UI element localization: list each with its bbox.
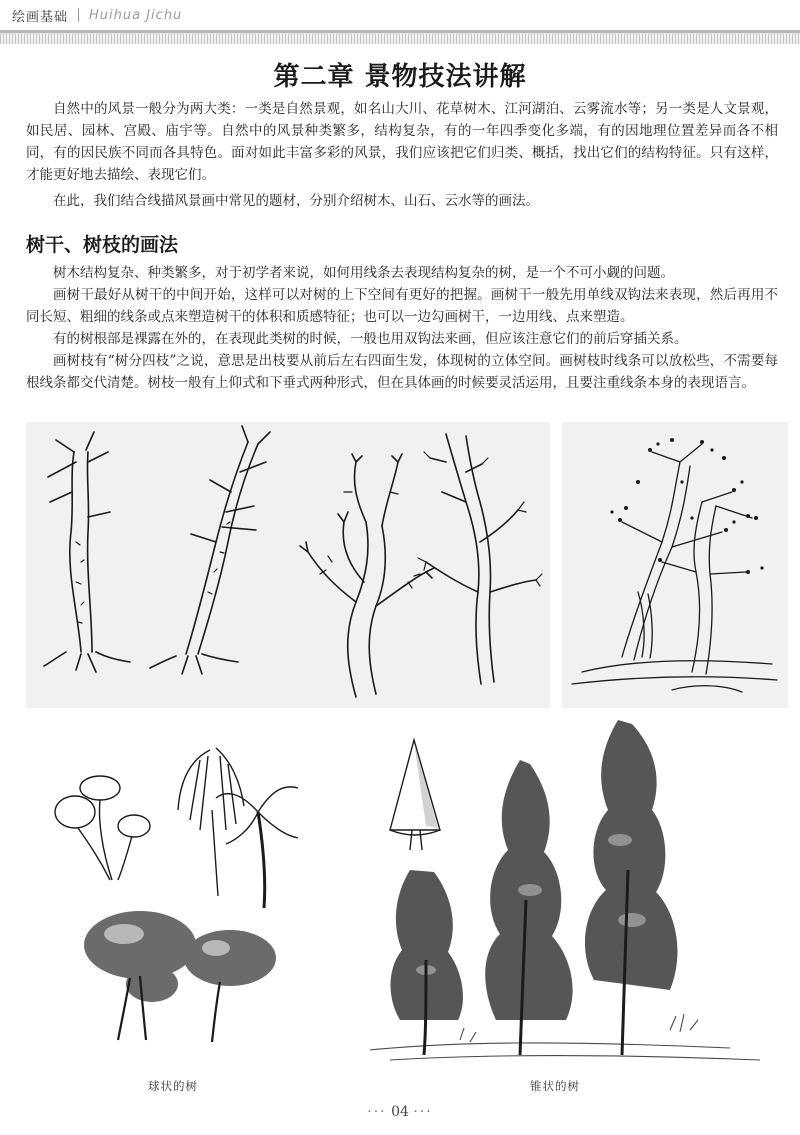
section-paragraph: 画树枝有“树分四枝”之说，意思是出枝要从前后左右四面生发，体现树的立体空间。画树枝时线条可以放松些，不需要每根线条都交代清楚。树枝一般有上仰式和下垂式两种形式，但在具体画的时候要灵活运用，且要注重线条本身的表现语言。 (26, 353, 778, 391)
cone-trees-drawing (370, 720, 770, 1065)
page-number-dots-right: ··· (413, 1104, 433, 1120)
chapter-title: 第二章 景物技法讲解 (273, 62, 527, 92)
section-paragraph: 画树干最好从树干的中间开始，这样可以对树的上下空间有更好的把握。画树干一般先用单线双钩法来表现，然后再用不同长短、粗细的线条或点来塑造树干的体积和质感特征；也可以一边勾画树干，一边用线、点来塑造。 (26, 287, 778, 325)
round-trees-illustration (40, 720, 300, 1060)
trunk-branch-drawing (26, 422, 550, 708)
header-rule (0, 30, 800, 44)
tree-group-illustration (562, 422, 788, 708)
trunk-branch-illustration (26, 422, 550, 708)
book-title: 绘画基础 (12, 9, 69, 25)
header-separator (78, 8, 79, 22)
page-number-dots-left: ··· (367, 1104, 387, 1120)
cone-trees-illustration (370, 720, 770, 1065)
section-paragraph: 树木结构复杂、种类繁多，对于初学者来说，如何用线条去表现结构复杂的树，是一个不可小觑的问题。 (53, 265, 674, 281)
tree-group-drawing (562, 422, 788, 708)
intro-paragraph: 在此，我们结合线描风景画中常见的题材，分别介绍树木、山石、云水等的画法。 (53, 193, 539, 209)
page-number-value: 04 (391, 1104, 409, 1120)
page-number (0, 1104, 800, 1120)
section-paragraph: 有的树根部是裸露在外的，在表现此类树的时候，一般也用双钩法来画，但应该注意它们的前后穿插关系。 (53, 331, 688, 347)
round-trees-drawing (40, 720, 300, 1060)
running-header (0, 0, 800, 30)
caption-cone-trees: 锥状的树 (530, 1079, 580, 1093)
intro-paragraph: 自然中的风景一般分为两大类：一类是自然景观，如名山大川、花草树木、江河湖泊、云雾流水等；另一类是人文景观，如民居、园林、宫殿、庙宇等。自然中的风景种类繁多，结构复杂，有的一年四季变化多端，有的因地理位置差异而各不相同，有的因民族不同而各具特色。面对如此丰富多彩的风景，我们应该把它们归类、概括，找出它们的结构特征。只有这样，才能更好地去描绘、表现它们。 (26, 101, 778, 183)
section-title: 树干、树枝的画法 (26, 234, 179, 256)
book-title-pinyin: Huihua Jichu (89, 7, 183, 23)
caption-round-trees: 球状的树 (148, 1079, 198, 1093)
